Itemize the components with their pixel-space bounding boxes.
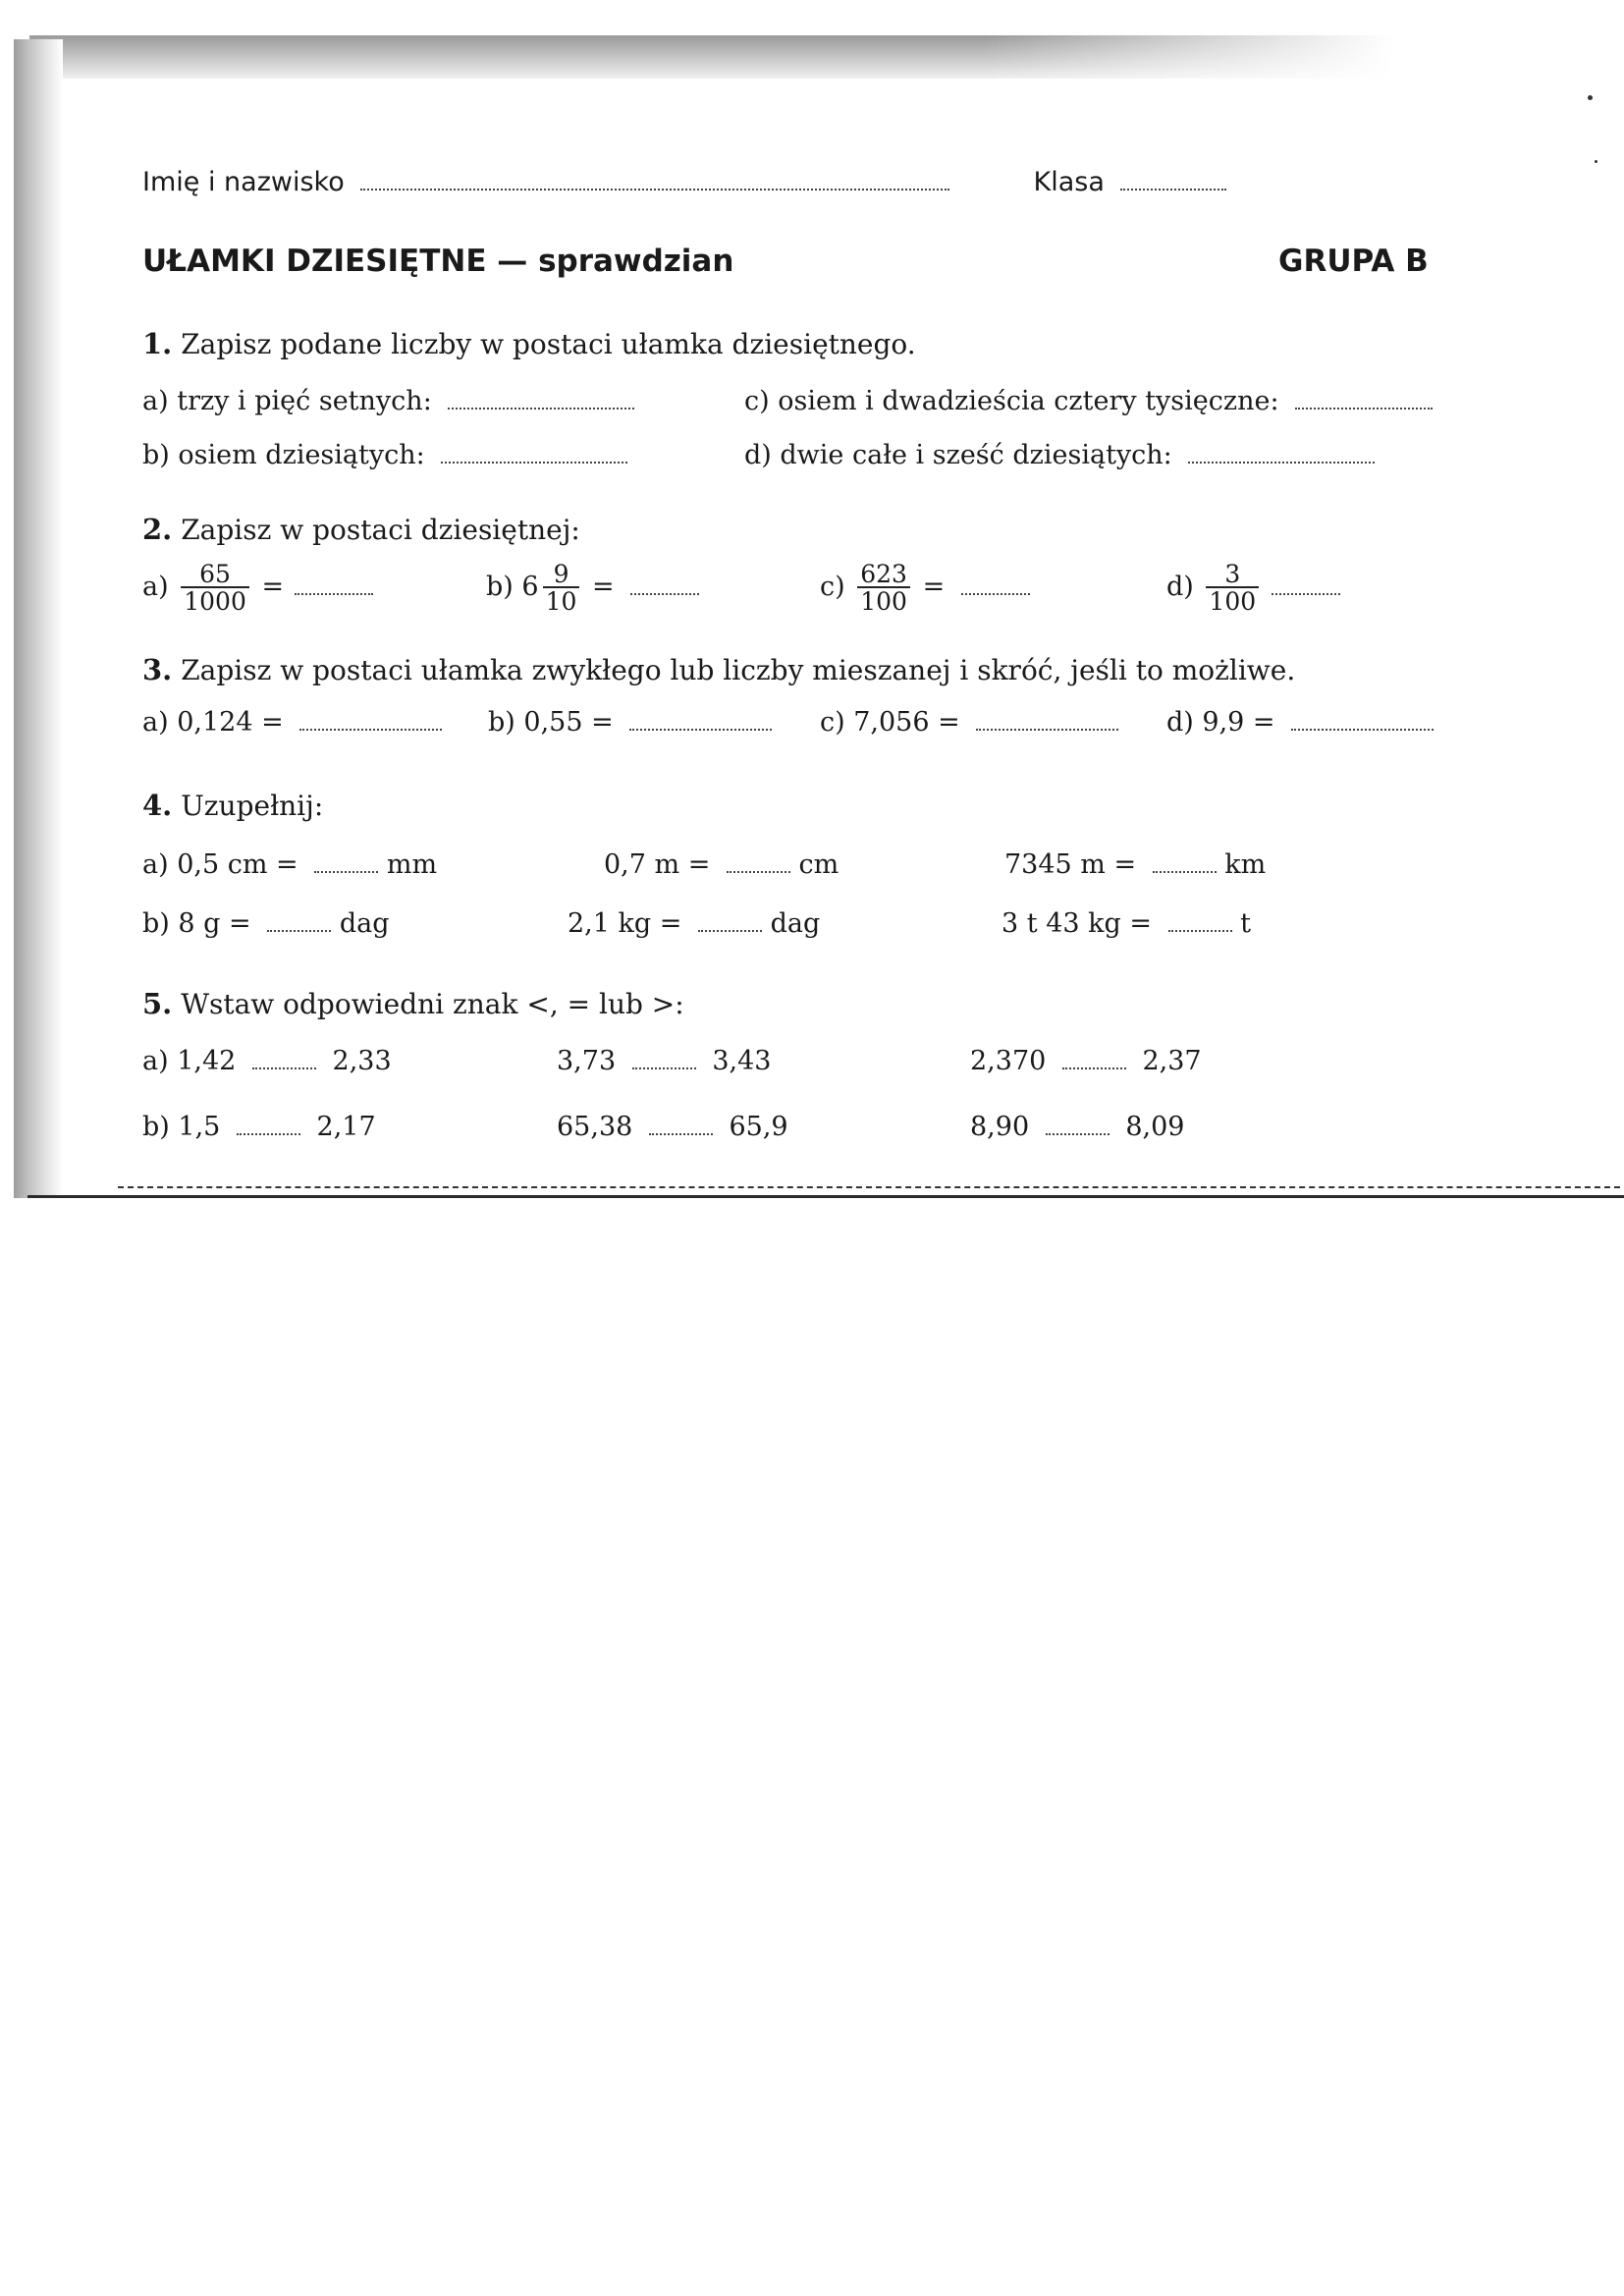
numerator: 65	[199, 560, 231, 588]
right-number: 3,43	[712, 1046, 772, 1076]
expression: 3 t 43 kg =	[1001, 908, 1152, 939]
unit: km	[1224, 849, 1267, 880]
answer-blank[interactable]	[961, 592, 1030, 595]
scan-shadow-left	[14, 39, 63, 1198]
task-4-heading	[142, 789, 323, 822]
right-number: 2,37	[1142, 1046, 1202, 1076]
task-1-item-d	[744, 440, 1375, 470]
task-1-heading	[142, 327, 916, 360]
unit: dag	[339, 908, 390, 939]
item-label: a) 0,124 =	[142, 707, 284, 738]
task-4-row-a-col-3	[1004, 849, 1266, 880]
sign-blank[interactable]	[632, 1066, 696, 1069]
task-4-row-a-col-1	[142, 849, 437, 880]
left-number: 65,38	[557, 1112, 633, 1142]
whole-part: 6	[521, 572, 539, 602]
item-label: b) 0,55 =	[488, 707, 614, 738]
scan-shadow-top	[29, 35, 1394, 79]
task-3-item-b	[488, 707, 772, 738]
sign-blank[interactable]	[237, 1132, 300, 1135]
left-number: 3,73	[557, 1046, 617, 1076]
task-number: 2.	[142, 513, 173, 546]
unit: dag	[770, 908, 821, 939]
equals-sign: =	[592, 572, 615, 602]
class-label: Klasa	[1033, 167, 1105, 197]
task-4-row-b-col-2	[568, 908, 820, 939]
task-5-heading	[142, 987, 684, 1020]
answer-blank[interactable]	[698, 929, 762, 932]
fraction	[543, 562, 580, 614]
expression: 7345 m =	[1004, 849, 1137, 880]
right-number: 2,33	[332, 1046, 392, 1076]
left-number: 2,370	[970, 1046, 1047, 1076]
denominator: 100	[857, 586, 910, 614]
item-label: c) 7,056 =	[820, 707, 960, 738]
student-header	[142, 167, 1226, 197]
expression: b) 8 g =	[142, 908, 251, 939]
item-label: a)	[142, 572, 169, 602]
denominator: 1000	[181, 586, 249, 614]
unit: t	[1240, 908, 1252, 939]
unit: cm	[798, 849, 839, 880]
denominator: 100	[1206, 586, 1259, 614]
expression: 0,7 m =	[604, 849, 711, 880]
scan-speck	[1595, 160, 1597, 163]
task-number: 1.	[142, 327, 173, 360]
right-number: 65,9	[729, 1112, 788, 1142]
item-label: d) dwie całe i sześć dziesiątych:	[744, 440, 1172, 470]
task-3-item-d	[1166, 707, 1434, 738]
task-2-item-b	[486, 562, 699, 614]
answer-blank[interactable]	[1168, 929, 1232, 932]
left-number: a) 1,42	[142, 1046, 237, 1076]
answer-blank[interactable]	[1272, 592, 1340, 595]
task-5-row-b-col-1	[142, 1112, 376, 1142]
task-1-item-b	[142, 440, 627, 470]
unit: mm	[386, 849, 438, 880]
equals-sign: =	[922, 572, 946, 602]
task-2-item-a	[142, 562, 373, 614]
answer-blank[interactable]	[299, 728, 442, 731]
item-label: b) osiem dziesiątych:	[142, 440, 425, 470]
right-number: 8,09	[1125, 1112, 1185, 1142]
task-3-heading	[142, 653, 1295, 686]
expression: 2,1 kg =	[568, 908, 682, 939]
task-number: 4.	[142, 789, 173, 822]
left-number: b) 1,5	[142, 1112, 221, 1142]
answer-blank[interactable]	[448, 407, 634, 410]
task-2-heading	[142, 513, 580, 546]
answer-blank[interactable]	[629, 728, 772, 731]
task-4-row-a-col-2	[604, 849, 839, 880]
item-label: c)	[820, 572, 845, 602]
fraction	[181, 562, 249, 614]
denominator: 10	[543, 586, 580, 614]
task-2-item-c	[820, 562, 1030, 614]
answer-blank[interactable]	[630, 592, 699, 595]
task-5-row-a-col-1	[142, 1046, 392, 1076]
answer-blank[interactable]	[314, 870, 378, 873]
task-number: 3.	[142, 653, 173, 686]
name-label: Imię i nazwisko	[142, 167, 345, 197]
numerator: 3	[1224, 560, 1241, 588]
numerator: 9	[553, 560, 569, 588]
item-label: b)	[486, 572, 514, 602]
cut-line-dashed	[118, 1186, 1620, 1188]
task-3-item-a	[142, 707, 442, 738]
sign-blank[interactable]	[1062, 1066, 1126, 1069]
task-instruction: Wstaw odpowiedni znak <, = lub >:	[181, 988, 684, 1020]
item-label: c) osiem i dwadzieścia cztery tysięczne:	[744, 386, 1279, 416]
fraction	[1206, 562, 1259, 614]
answer-blank[interactable]	[976, 728, 1118, 731]
answer-blank[interactable]	[1291, 728, 1434, 731]
item-label: a) trzy i pięć setnych:	[142, 386, 432, 416]
answer-blank[interactable]	[295, 592, 373, 595]
fraction	[857, 562, 910, 614]
answer-blank[interactable]	[267, 929, 331, 932]
class-field[interactable]	[1120, 188, 1226, 191]
sheet-bottom-edge	[27, 1195, 1624, 1198]
answer-blank[interactable]	[1295, 407, 1433, 410]
task-4-row-b-col-1	[142, 908, 390, 939]
task-instruction: Uzupełnij:	[181, 790, 324, 822]
task-1-item-a	[142, 386, 634, 416]
left-number: 8,90	[970, 1112, 1030, 1142]
task-instruction: Zapisz w postaci ułamka zwykłego lub liczby mieszanej i skróć, jeśli to możliwe.	[181, 654, 1296, 686]
equals-sign: =	[261, 572, 285, 602]
task-5-row-a-col-2	[557, 1046, 771, 1076]
sign-blank[interactable]	[1046, 1132, 1110, 1135]
task-3-item-c	[820, 707, 1118, 738]
task-5-row-b-col-3	[970, 1112, 1184, 1142]
task-instruction: Zapisz podane liczby w postaci ułamka dziesiętnego.	[181, 328, 916, 360]
right-number: 2,17	[316, 1112, 376, 1142]
expression: a) 0,5 cm =	[142, 849, 298, 880]
sign-blank[interactable]	[252, 1066, 316, 1069]
scan-speck	[1588, 95, 1593, 100]
numerator: 623	[860, 560, 907, 588]
item-label: d) 9,9 =	[1166, 707, 1275, 738]
answer-blank[interactable]	[441, 461, 627, 464]
group-label: GRUPA B	[1278, 244, 1429, 279]
task-1-item-c	[744, 386, 1433, 416]
answer-blank[interactable]	[727, 870, 790, 873]
task-4-row-b-col-3	[1001, 908, 1251, 939]
task-5-row-a-col-3	[970, 1046, 1202, 1076]
task-instruction: Zapisz w postaci dziesiętnej:	[181, 514, 580, 546]
task-2-item-d	[1166, 562, 1340, 614]
page-title: UŁAMKI DZIESIĘTNE — sprawdzian	[142, 244, 734, 279]
item-label: d)	[1166, 572, 1194, 602]
name-field[interactable]	[360, 188, 949, 191]
task-number: 5.	[142, 987, 173, 1020]
task-5-row-b-col-2	[557, 1112, 788, 1142]
sign-blank[interactable]	[649, 1132, 713, 1135]
answer-blank[interactable]	[1153, 870, 1217, 873]
answer-blank[interactable]	[1188, 461, 1375, 464]
